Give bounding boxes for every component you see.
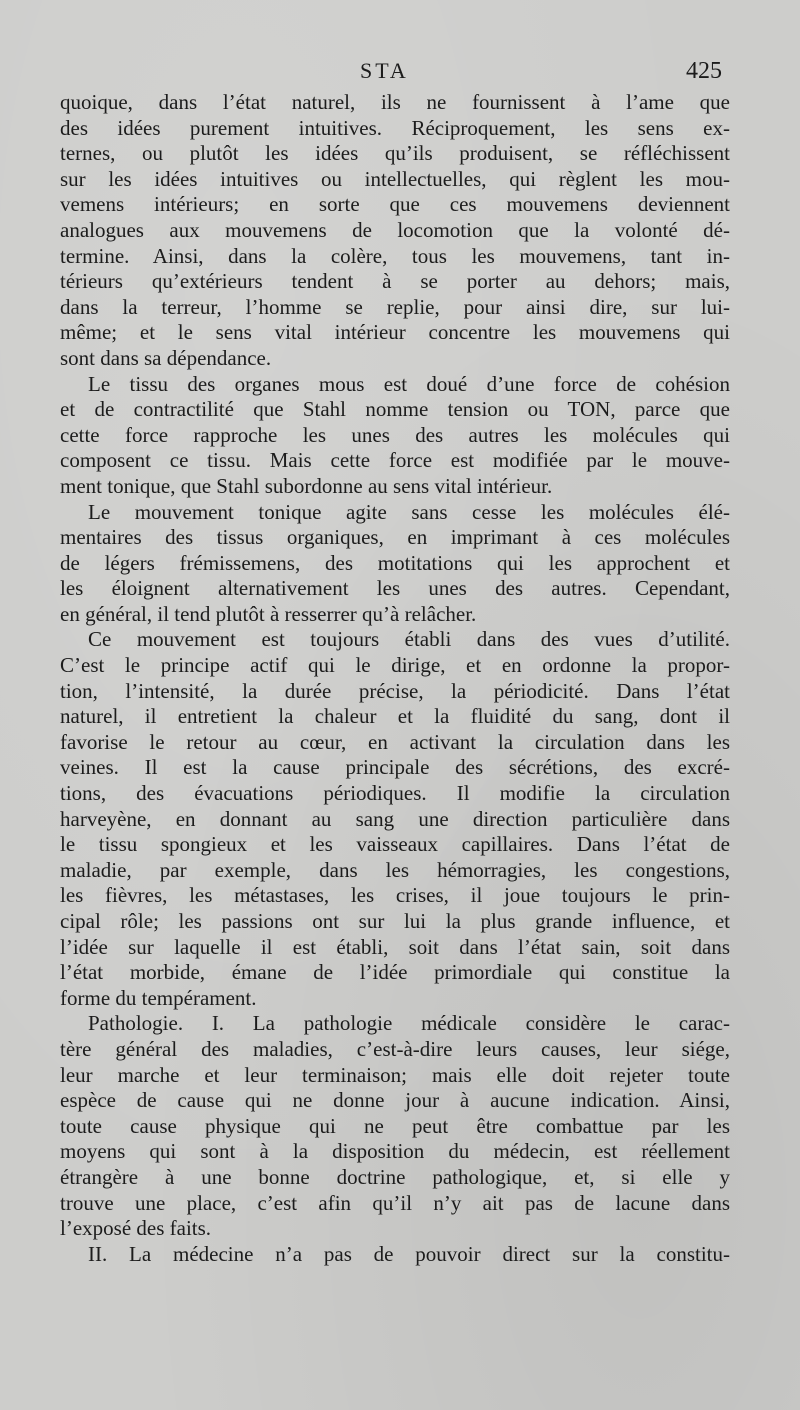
text-line: quoique, dans l’état naturel, ils ne fournissent à l’ame que	[60, 90, 730, 114]
text-line: cette force rapproche les unes des autres les molécules qui	[60, 422, 730, 447]
text-line: le tissu spongieux et les vaisseaux capillaires. Dans l’état de	[60, 832, 730, 857]
text-line: l’état morbide, émane de l’idée primordiale qui constitue la	[60, 960, 730, 985]
text-line: moyens qui sont à la disposition du médecin, est réellement	[60, 1139, 730, 1164]
text-line: harveyène, en donnant au sang une direction particulière dans	[60, 806, 730, 831]
text-line: cipal rôle; les passions ont sur lui la plus grande influence, et	[60, 909, 730, 933]
text-line: C’est le principe actif qui le dirige, et en ordonne la propor-	[60, 653, 730, 678]
text-line: les éloignent alternativement les unes des autres. Cependant,	[60, 576, 730, 601]
text-line: termine. Ainsi, dans la colère, tous les mouvemens, tant in-	[60, 243, 730, 268]
page-number: 425	[686, 58, 722, 84]
text-line: l’exposé des faits.	[60, 1216, 212, 1241]
text-line: maladie, par exemple, dans les hémorragies, les congestions,	[60, 857, 730, 882]
text-line: dans la terreur, l’homme se replie, pour ainsi dire, sur lui-	[60, 294, 730, 319]
text-line: ternes, ou plutôt les idées qu’ils produisent, se réfléchissent	[60, 141, 730, 166]
text-line: de légers frémissemens, des motitations qui les approchent et	[60, 550, 730, 575]
text-line: térieurs qu’extérieurs tendent à se porter au dehors; mais,	[60, 269, 730, 294]
text-line: Le tissu des organes mous est doué d’une force de cohésion	[88, 371, 730, 396]
text-line: même; et le sens vital intérieur concentre les mouvemens qui	[60, 320, 730, 345]
text-line: vemens intérieurs; en sorte que ces mouvemens deviennent	[60, 192, 730, 217]
text-line: en général, il tend plutôt à resserrer qu’à relâcher.	[60, 601, 477, 626]
text-line: favorise le retour au cœur, en activant la circulation dans les	[60, 729, 730, 754]
text-line: Le mouvement tonique agite sans cesse les molécules élé-	[88, 499, 730, 524]
text-line: sont dans sa dépendance.	[60, 345, 272, 370]
text-line: l’idée sur laquelle il est établi, soit dans l’état sain, soit dans	[60, 934, 730, 959]
text-line: espèce de cause qui ne donne jour à aucune indication. Ainsi,	[60, 1088, 730, 1113]
text-line: toute cause physique qui ne peut être combattue par les	[60, 1113, 730, 1138]
text-line: les fièvres, les métastases, les crises, il joue toujours le prin-	[60, 883, 730, 908]
text-line: Pathologie. I. La pathologie médicale considère le carac-	[88, 1011, 730, 1036]
body-text	[60, 90, 730, 1267]
text-line: sur les idées intuitives ou intellectuelles, qui règlent les mou-	[60, 166, 730, 191]
text-line: Ce mouvement est toujours établi dans des vues d’utilité.	[88, 627, 730, 652]
text-line: tions, des évacuations périodiques. Il modifie la circulation	[60, 781, 730, 806]
text-line: tion, l’intensité, la durée précise, la périodicité. Dans l’état	[60, 678, 730, 703]
text-line: tère général des maladies, c’est-à-dire leurs causes, leur siége,	[60, 1036, 730, 1061]
text-line: forme du tempérament.	[60, 985, 257, 1010]
text-line: trouve une place, c’est afin qu’il n’y ait pas de lacune dans	[60, 1190, 730, 1215]
text-line: ment tonique, que Stahl subordonne au sens vital intérieur.	[60, 473, 553, 498]
text-line: veines. Il est la cause principale des sécrétions, des excré-	[60, 755, 730, 780]
running-title: STA	[360, 58, 409, 83]
text-line: et de contractilité que Stahl nomme tension ou TON, parce que	[60, 397, 730, 422]
text-line: mentaires des tissus organiques, en imprimant à ces molécules	[60, 525, 730, 550]
text-line: II. La médecine n’a pas de pouvoir direct sur la constitu-	[88, 1241, 730, 1266]
running-head	[0, 58, 800, 88]
text-line: leur marche et leur terminaison; mais elle doit rejeter toute	[60, 1062, 730, 1087]
text-line: étrangère à une bonne doctrine pathologique, et, si elle y	[60, 1164, 730, 1189]
text-line: analogues aux mouvemens de locomotion que la volonté dé-	[60, 217, 730, 242]
text-line: composent ce tissu. Mais cette force est modifiée par le mouve-	[60, 448, 730, 473]
text-line: des idées purement intuitives. Réciproquement, les sens ex-	[60, 115, 730, 140]
text-line: naturel, il entretient la chaleur et la fluidité du sang, dont il	[60, 704, 730, 729]
